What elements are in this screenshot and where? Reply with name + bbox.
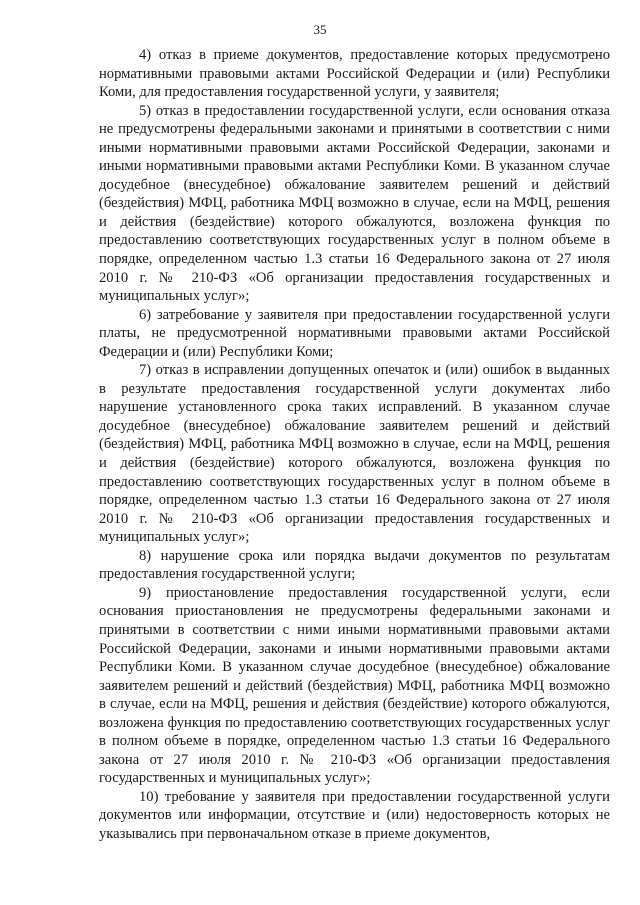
paragraph-item-4: 4) отказ в приеме документов, предоставление которых предусмотрено нормативными правовыми актами Российской Федерации и (или) Республики Коми, для предоставления государственной услуги, у заявителя;	[99, 47, 610, 101]
paragraph-item-8: 8) нарушение срока или порядка выдачи документов по результатам предоставления государственной услуги;	[99, 547, 610, 583]
paragraph-item-10: 10) требование у заявителя при предоставлении государственной услуги документов или информации, отсутствие и (или) недостоверность которых не указывались при первоначальном отказе в приеме документов,	[99, 788, 610, 842]
paragraph-item-5: 5) отказ в предоставлении государственной услуги, если основания отказа не предусмотрены федеральными законами и принятыми в соответствии с ними иными нормативными правовыми актами Российской Федерации, законами и иными нормативными правовыми актами Республики Коми. В указанном случае досудебное (внесудебное) обжалование заявителем решений и действий (бездействия) МФЦ, работника МФЦ возможно в случае, если на МФЦ, решения и действия (бездействие) которого обжалуются, возложена функция по предоставлению соответствующих государственных услуг в полном объеме в порядке, определенном частью 1.3 статьи 16 Федерального закона от 27 июля 2010 г. № 210-ФЗ «Об организации предоставления государственных и муниципальных услуг»;	[99, 102, 610, 305]
document-body	[99, 46, 610, 844]
paragraph-item-7: 7) отказ в исправлении допущенных опечаток и (или) ошибок в выданных в результате предоставления государственной услуги документах либо нарушение установленного срока таких исправлений. В указанном случае досудебное (внесудебное) обжалование заявителем решений и действий (бездействия) МФЦ, работника МФЦ возможно в случае, если на МФЦ, решения и действия (бездействие) которого обжалуются, возложена функция по предоставлению соответствующих государственных услуг в полном объеме в порядке, определенном частью 1.3 статьи 16 Федерального закона от 27 июля 2010 г. № 210-ФЗ «Об организации предоставления государственных и муниципальных услуг»;	[99, 362, 610, 546]
paragraph-item-6: 6) затребование у заявителя при предоставлении государственной услуги платы, не предусмотренной нормативными правовыми актами Российской Федерации и (или) Республики Коми;	[99, 306, 610, 360]
paragraph-item-9: 9) приостановление предоставления государственной услуги, если основания приостановления не предусмотрены федеральными законами и принятыми в соответствии с ними иными нормативными правовыми актами Российской Федерации, законами и иными нормативными правовыми актами Республики Коми. В указанном случае досудебное (внесудебное) обжалование заявителем решений и действий (бездействия) МФЦ, работника МФЦ возможно в случае, если на МФЦ, решения и действия (бездействие) которого обжалуются, возложена функция по предоставлению соответствующих государственных услуг в полном объеме в порядке, определенном частью 1.3 статьи 16 Федерального закона от 27 июля 2010 г. № 210-ФЗ «Об организации предоставления государственных и муниципальных услуг»;	[99, 584, 610, 787]
page-number: 35	[313, 22, 327, 37]
